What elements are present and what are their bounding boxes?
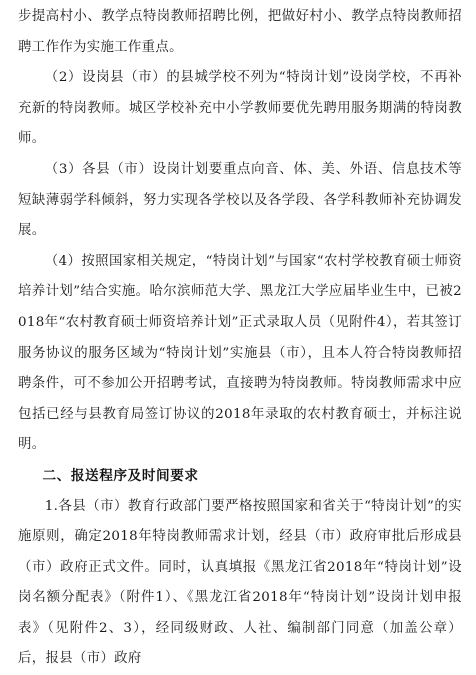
paragraph-item-2: （2）设岗县（市）的县城学校不列为“特岗计划”设岗学校，不再补充新的特岗教师。城区学校补充中小学教师要优先聘用服务期满的特岗教师。: [18, 63, 462, 155]
document-page: [18, 2, 462, 675]
paragraph-procedure-1: 1.各县（市）教育行政部门要严格按照国家和省关于“特岗计划”的实施原则，确定2018年特岗教师需求计划，经县（市）政府审批后形成县（市）政府正式文件。同时，认真填报《黑龙江省2018年“特岗计划”设岗名额分配表》（附件1）、《黑龙江省2018年“特岗计划”设岗计划申报表》（见附件2、3），经同级财政、人社、编制部门同意（加盖公章）后，报县（市）政府: [18, 492, 462, 675]
section-heading: 二、报送程序及时间要求: [18, 461, 462, 492]
paragraph-item-4: （4）按照国家相关规定，“特岗计划”与国家“农村学校教育硕士师资培养计划”结合实施。哈尔滨师范大学、黑龙江大学应届毕业生中，已被2018年“农村教育硕士师资培养计划”正式录取人员（见附件4），若其签订服务协议的服务区域为“特岗计划”实施县（市），且本人符合特岗教师招聘条件，可不参加公开招聘考试，直接聘为特岗教师。特岗教师需求中应包括已经与县教育局签订协议的2018年录取的农村教育硕士，并标注说明。: [18, 247, 462, 461]
paragraph-continuation: 步提高村小、教学点特岗教师招聘比例，把做好村小、教学点特岗教师招聘工作作为实施工作重点。: [18, 2, 462, 63]
paragraph-item-3: （3）各县（市）设岗计划要重点向音、体、美、外语、信息技术等短缺薄弱学科倾斜，努力实现各学校以及各学段、各学科教师补充协调发展。: [18, 155, 462, 247]
